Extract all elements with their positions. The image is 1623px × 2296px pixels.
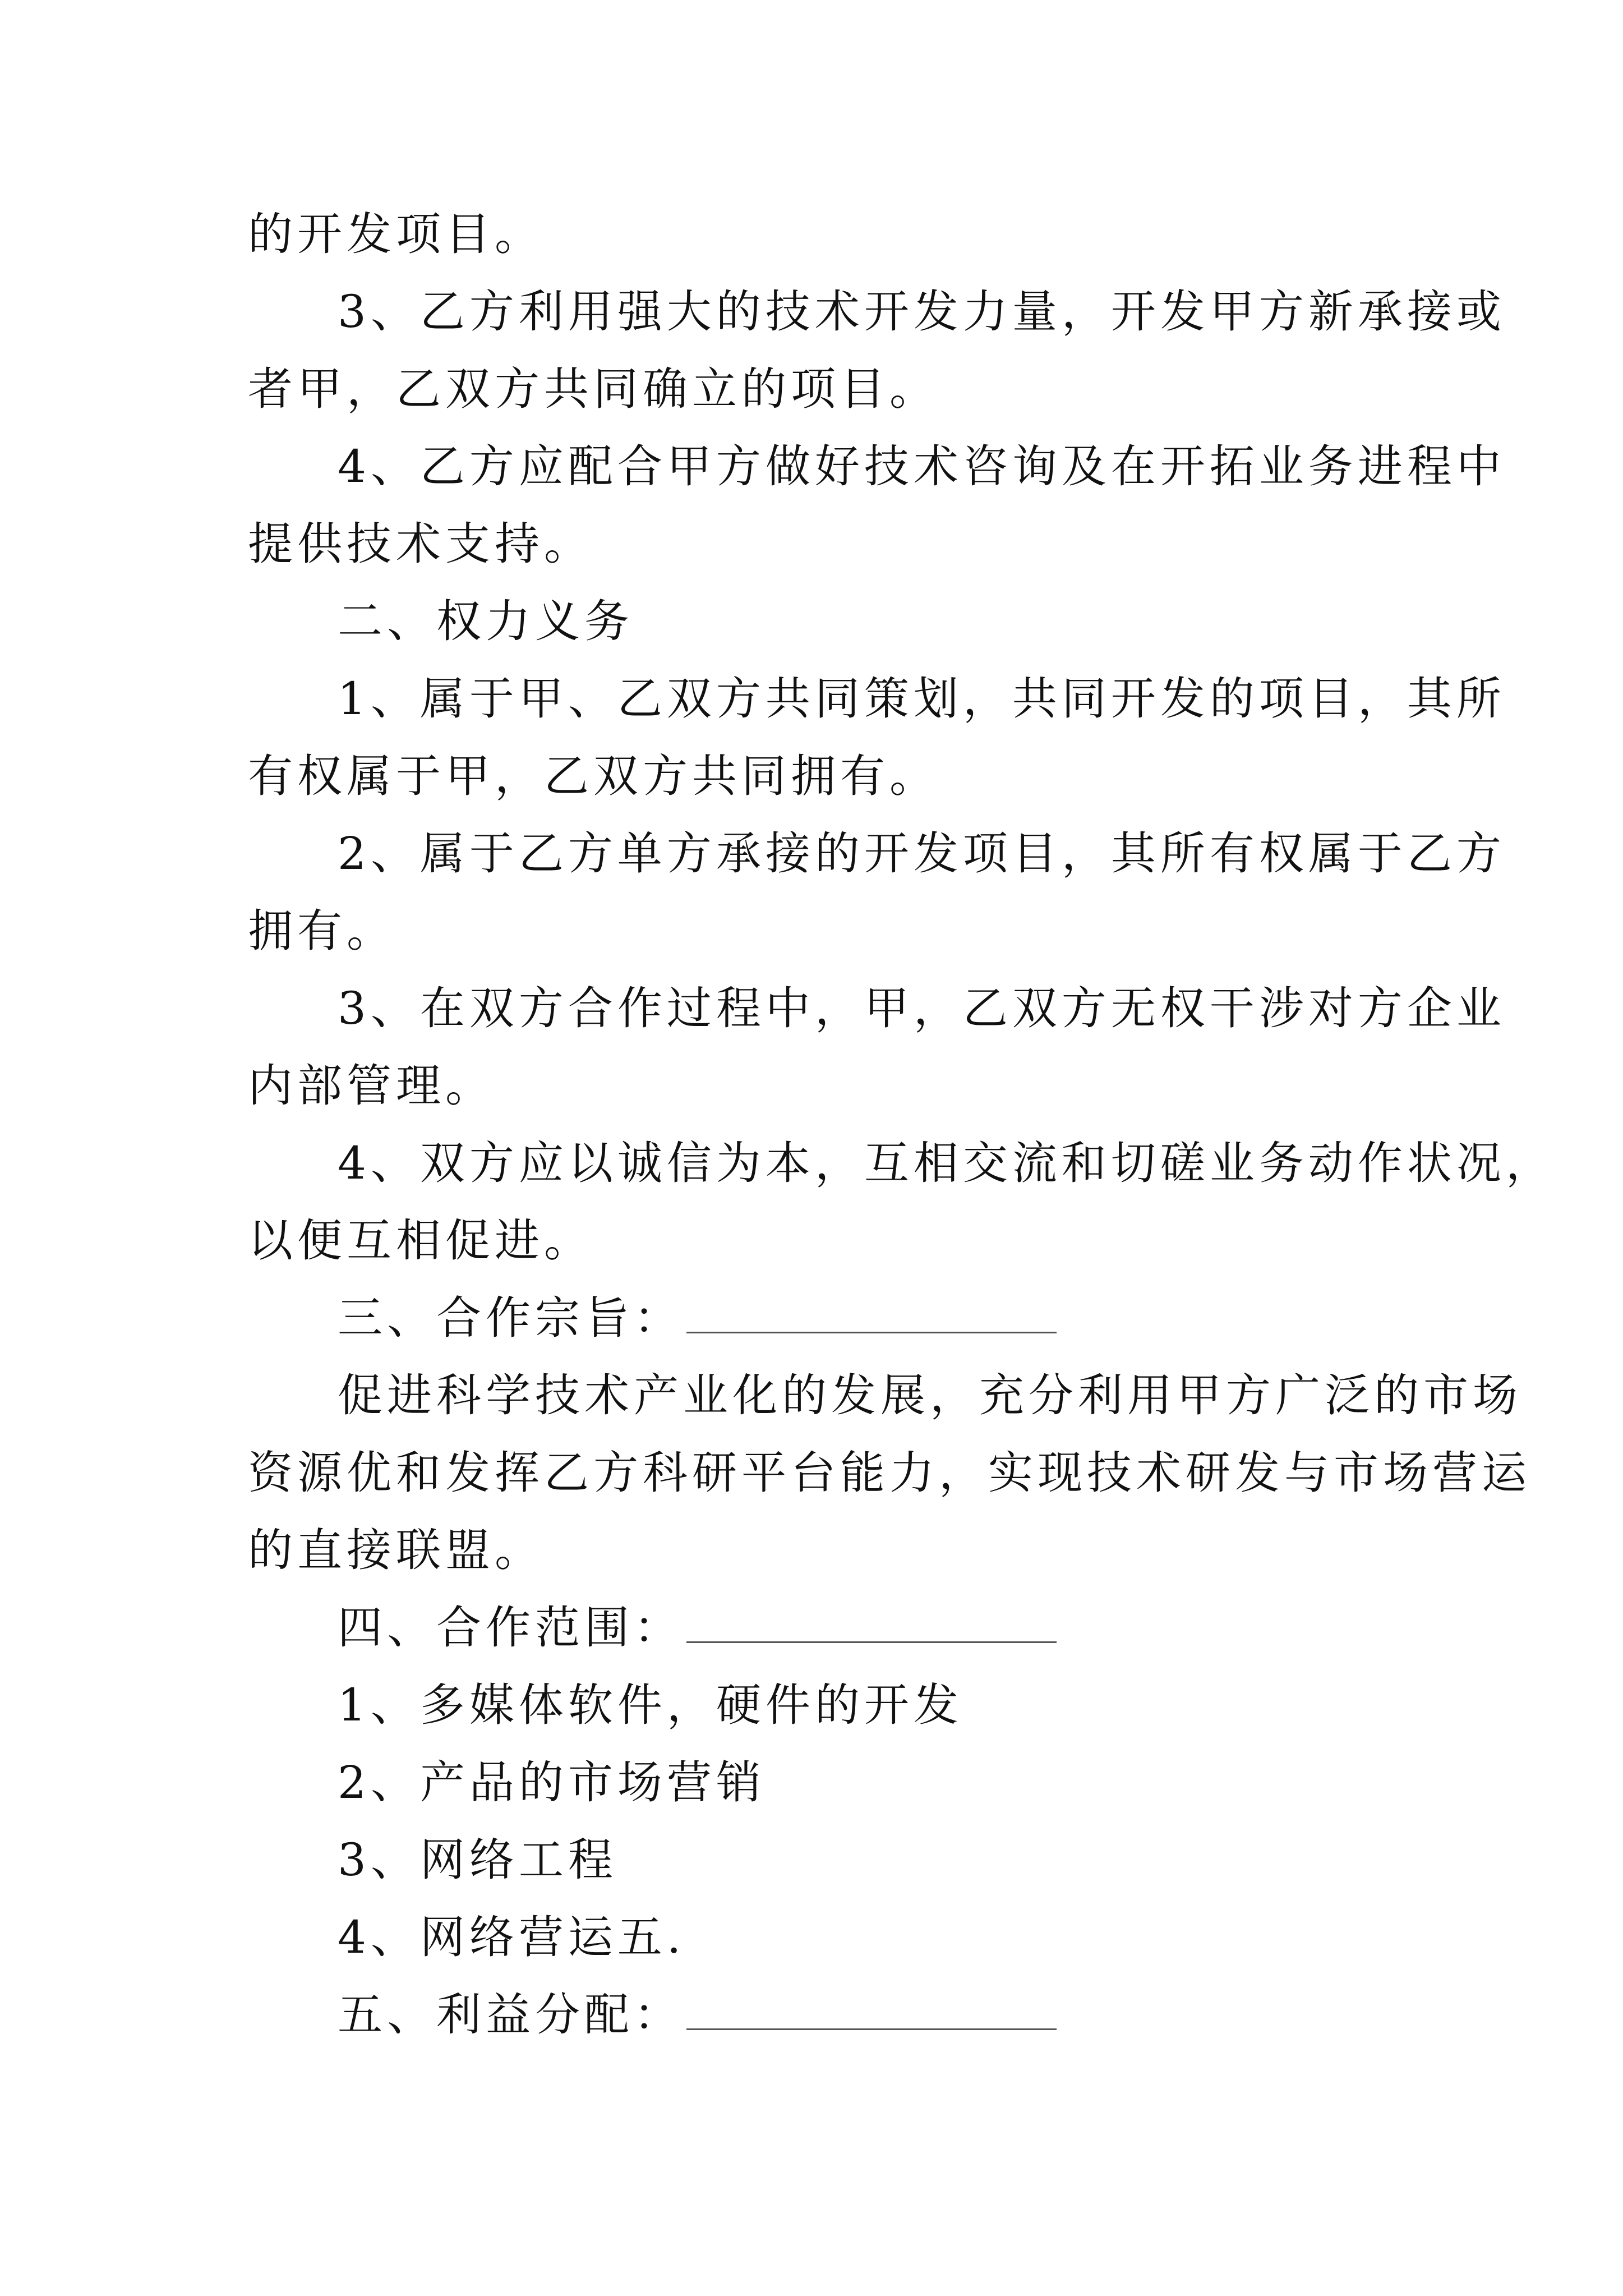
paragraph-line: 3、乙方利用强大的技术开发力量，开发甲方新承接或 (338, 286, 1506, 338)
paragraph-line: 有权属于甲，乙双方共同拥有。 (248, 750, 939, 802)
section-heading-label: 五、利益分配： (338, 1989, 683, 2041)
paragraph-line: 4、乙方应配合甲方做好技术咨询及在开拓业务进程中 (338, 440, 1506, 493)
paragraph-line: 资源优和发挥乙方科研平台能力，实现技术研发与市场营运 (248, 1447, 1531, 1499)
paragraph-line: 内部管理。 (248, 1060, 495, 1112)
section-heading: 二、权力义务 (338, 595, 634, 647)
list-item: 4、网络营运五. (338, 1911, 686, 1963)
section-heading-profit (338, 1987, 1057, 2043)
section-heading-label: 四、合作范围： (338, 1602, 683, 1654)
blank-fill-line (686, 1994, 1057, 2030)
paragraph-line: 1、属于甲、乙双方共同策划，共同开发的项目，其所 (338, 673, 1506, 725)
paragraph-line: 4、双方应以诚信为本，互相交流和切磋业务动作状况， (338, 1137, 1555, 1189)
paragraph-line: 的开发项目。 (248, 208, 544, 260)
list-item: 1、多媒体软件，硬件的开发 (338, 1679, 963, 1731)
blank-fill-line (686, 1297, 1057, 1333)
paragraph-line: 的直接联盟。 (248, 1524, 544, 1576)
section-heading-label: 三、合作宗旨： (338, 1292, 683, 1344)
list-item: 3、网络工程 (338, 1834, 617, 1886)
section-heading-scope (338, 1600, 1057, 1656)
paragraph-line: 拥有。 (248, 905, 396, 957)
paragraph-line: 促进科学技术产业化的发展，充分利用甲方广泛的市场 (338, 1369, 1522, 1421)
paragraph-line: 3、在双方合作过程中，甲，乙双方无权干涉对方企业 (338, 982, 1506, 1034)
blank-fill-line (686, 1607, 1057, 1643)
section-heading-purpose (338, 1290, 1057, 1346)
paragraph-line: 者甲，乙双方共同确立的项目。 (248, 363, 939, 415)
paragraph-line: 以便互相促进。 (248, 1214, 593, 1267)
paragraph-line: 2、属于乙方单方承接的开发项目，其所有权属于乙方 (338, 827, 1506, 880)
paragraph-line: 提供技术支持。 (248, 518, 593, 570)
list-item: 2、产品的市场营销 (338, 1756, 766, 1809)
